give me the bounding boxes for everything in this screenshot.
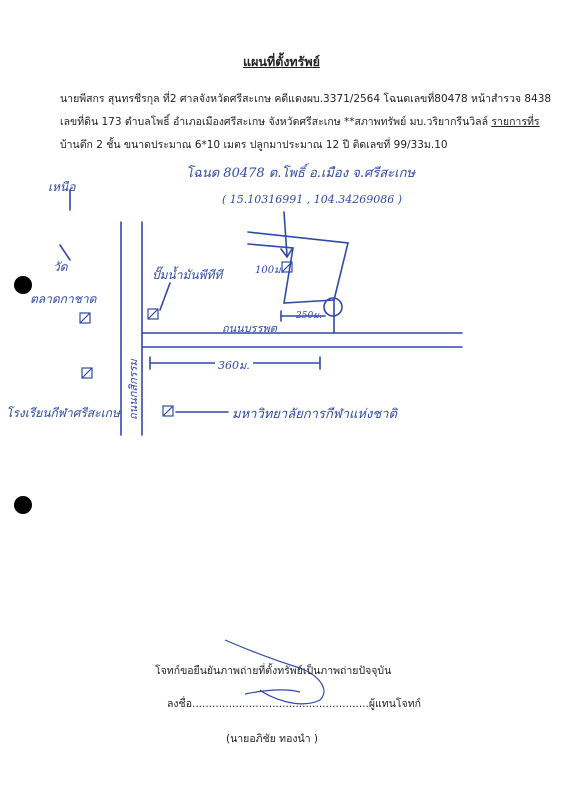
deed-note: โฉนด 80478 ต.โพธิ์ อ.เมือง จ.ศรีสะเกษ bbox=[186, 166, 416, 181]
distance-360-label: 360ม. bbox=[215, 356, 253, 374]
school-label: โรงเรียนกีฬาศรีสะเกษ bbox=[6, 406, 120, 420]
footer-confirm: โจทก์ขอยืนยันภาพถ่ายที่ตั้งทรัพย์เป็นภาพถ่ายปัจจุบัน bbox=[155, 665, 392, 677]
document-title: แผนที่ตั้งทรัพย์ bbox=[243, 54, 320, 69]
main-road-label: ถนนกสิกรรม bbox=[127, 359, 140, 420]
distance-250-label: 250ม. bbox=[296, 311, 322, 321]
header-line-3: บ้านตึก 2 ชั้น ขนาดประมาณ 6*10 เมตร ปลูกมาประมาณ 12 ปี ติดเลขที่ 99/33ม.10 bbox=[60, 139, 448, 151]
header-line-1: นายพีสกร สุนทรชีรกุล ที่2 ศาลจังหวัดศรีสะเกษ คดีแดงผบ.3371/2564 โฉนดเลขที่80478 หน้าสำรวจ 8438 bbox=[60, 93, 552, 105]
header-line-2-text: เลขที่ดิน 173 ตำบลโพธิ์ อำเภอเมืองศรีสะเกษ จังหวัดศรีสะเกษ **สภาพทรัพย์ มบ.วริยากรีนวิลล์ bbox=[60, 116, 489, 128]
west-label: วัด bbox=[53, 260, 68, 274]
village-road-label: ถนนบรรพต bbox=[222, 322, 277, 335]
arrow-to-house bbox=[284, 212, 287, 256]
header-link[interactable]: รายการที่ร bbox=[491, 116, 540, 128]
gas-station-label: ปั๊มน้ำมันพีทีที bbox=[152, 268, 223, 282]
map-markers bbox=[80, 262, 292, 416]
footer-signature-line bbox=[167, 695, 421, 712]
signature-prefix: ลงชื่อ..................................................... bbox=[167, 698, 369, 710]
signature-suffix: ผู้แทนโจทก์ bbox=[368, 698, 421, 710]
market-label: ตลาดกาชาด bbox=[30, 292, 97, 306]
north-label: เหนือ bbox=[48, 180, 76, 194]
map-roads bbox=[60, 190, 462, 435]
signer-name: (นายอภิชัย ทองนำ ) bbox=[226, 733, 319, 745]
coordinates: ( 15.10316991 , 104.34269086 ) bbox=[222, 193, 403, 206]
distance-100-label: 100ม. bbox=[255, 265, 284, 276]
university-label: มหาวิทยาลัยการกีฬาแห่งชาติ bbox=[232, 407, 397, 422]
gas-pointer bbox=[160, 283, 170, 310]
